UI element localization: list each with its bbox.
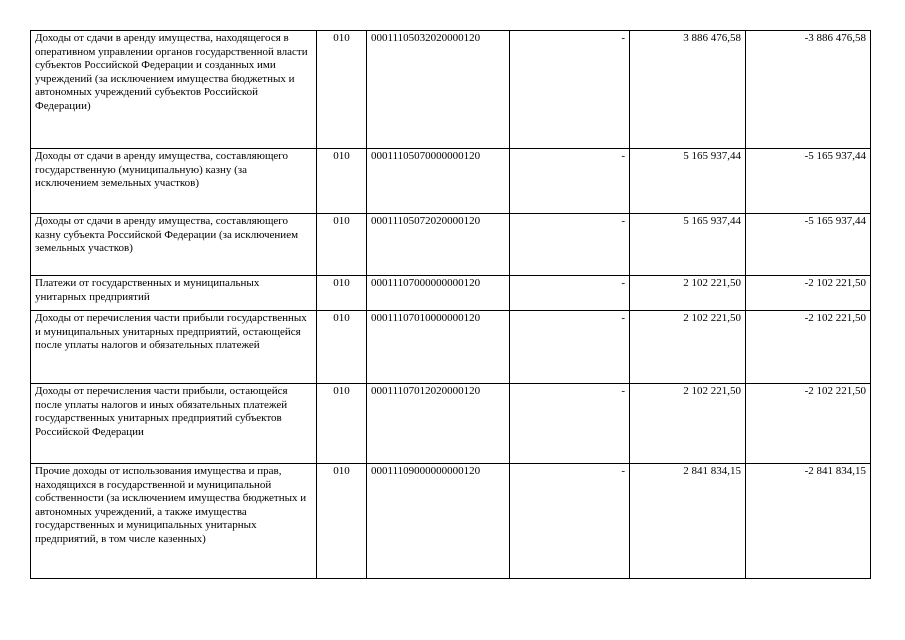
budget-classification-code: 00011107012020000120 xyxy=(367,384,510,464)
executed-amount: 3 886 476,58 xyxy=(630,31,746,149)
unexecuted-amount: -2 841 834,15 xyxy=(746,464,871,579)
line-code: 010 xyxy=(317,31,367,149)
table-row xyxy=(31,384,871,464)
line-code: 010 xyxy=(317,311,367,384)
unexecuted-amount: -3 886 476,58 xyxy=(746,31,871,149)
executed-amount: 2 102 221,50 xyxy=(630,384,746,464)
approved-plan: - xyxy=(510,276,630,311)
budget-classification-code: 00011109000000000120 xyxy=(367,464,510,579)
budget-classification-code: 00011107000000000120 xyxy=(367,276,510,311)
income-table xyxy=(30,30,871,579)
approved-plan: - xyxy=(510,31,630,149)
executed-amount: 2 841 834,15 xyxy=(630,464,746,579)
line-code: 010 xyxy=(317,464,367,579)
income-name: Доходы от перечисления части прибыли, остающейся после уплаты налогов и иных обязательных платежей государственных унитарных предприятий субъектов Российской Федерации xyxy=(31,384,317,464)
income-name: Доходы от сдачи в аренду имущества, находящегося в оперативном управлении органов государственной власти субъектов Российской Федерации и созданных ими учреждений (за исключением имущества бюджетных и автономных учреждений субъектов Российской Федерации) xyxy=(31,31,317,149)
budget-classification-code: 00011105032020000120 xyxy=(367,31,510,149)
income-name: Доходы от сдачи в аренду имущества, составляющего казну субъекта Российской Федерации (за исключением земельных участков) xyxy=(31,214,317,276)
table-row xyxy=(31,214,871,276)
table-row xyxy=(31,276,871,311)
executed-amount: 2 102 221,50 xyxy=(630,276,746,311)
income-name: Платежи от государственных и муниципальных унитарных предприятий xyxy=(31,276,317,311)
table-row xyxy=(31,311,871,384)
executed-amount: 5 165 937,44 xyxy=(630,214,746,276)
budget-classification-code: 00011107010000000120 xyxy=(367,311,510,384)
line-code: 010 xyxy=(317,214,367,276)
income-name: Прочие доходы от использования имущества и прав, находящихся в государственной и муниципальной собственности (за исключением имущества бюджетных и автономных учреждений, а также имущества государственных и муниципальных унитарных предприятий, в том числе казенных) xyxy=(31,464,317,579)
table-row xyxy=(31,31,871,149)
budget-classification-code: 00011105072020000120 xyxy=(367,214,510,276)
line-code: 010 xyxy=(317,276,367,311)
approved-plan: - xyxy=(510,464,630,579)
unexecuted-amount: -2 102 221,50 xyxy=(746,311,871,384)
table-row xyxy=(31,464,871,579)
unexecuted-amount: -5 165 937,44 xyxy=(746,214,871,276)
approved-plan: - xyxy=(510,214,630,276)
table-row xyxy=(31,149,871,214)
income-table-body xyxy=(31,31,871,579)
income-name: Доходы от сдачи в аренду имущества, составляющего государственную (муниципальную) казну (за исключением земельных участков) xyxy=(31,149,317,214)
unexecuted-amount: -5 165 937,44 xyxy=(746,149,871,214)
line-code: 010 xyxy=(317,384,367,464)
approved-plan: - xyxy=(510,149,630,214)
line-code: 010 xyxy=(317,149,367,214)
approved-plan: - xyxy=(510,311,630,384)
executed-amount: 2 102 221,50 xyxy=(630,311,746,384)
approved-plan: - xyxy=(510,384,630,464)
income-name: Доходы от перечисления части прибыли государственных и муниципальных унитарных предприятий, остающейся после уплаты налогов и обязательных платежей xyxy=(31,311,317,384)
unexecuted-amount: -2 102 221,50 xyxy=(746,384,871,464)
budget-classification-code: 00011105070000000120 xyxy=(367,149,510,214)
unexecuted-amount: -2 102 221,50 xyxy=(746,276,871,311)
executed-amount: 5 165 937,44 xyxy=(630,149,746,214)
